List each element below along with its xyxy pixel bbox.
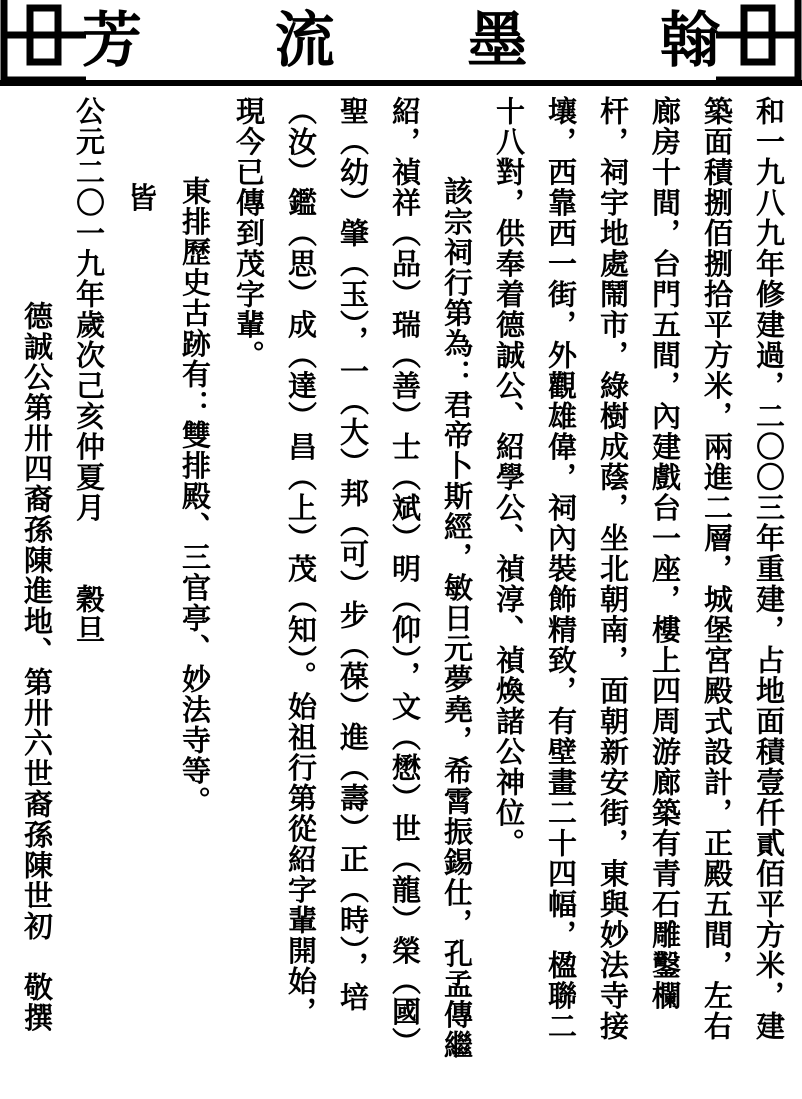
text-column-11: 現今已傳到茂字輩。	[232, 96, 266, 371]
text-column-3: 廊房十間，台門五間，內建戲台一座，樓上四周游廊築有青石雕鑿欄	[648, 96, 682, 1011]
authors-line: 德誠公第卅四裔孫陳進地、第卅六世裔孫陳世初 敬撰	[20, 301, 54, 1033]
title-char-2: 流	[274, 6, 335, 76]
text-column-1: 和一九八九年修建過，二〇〇三年重建，占地面積壹仟貳佰平方米，建	[752, 96, 786, 1042]
text-column-4: 杆，祠宇地處鬧市，綠樹成蔭，坐北朝南，面朝新安街，東與妙法寺接	[596, 96, 630, 1042]
text-column-5: 壤，西靠西一街，外觀雄偉，祠內裝飾精致，有壁畫二十四幅，楹聯二	[544, 96, 578, 1042]
text-column-10: （汝）鑑（思）成（達）昌（上）茂（知）。始祖行第從紹字輩開始，	[284, 96, 318, 1027]
text-column-12: 東排歷史古跡有：雙排殿、三官亭、妙法寺等。	[178, 176, 212, 817]
header-banner	[0, 0, 802, 86]
text-column-9: 聖（幼）肇（玉），一（大）邦（可）步（葆）進（壽）正（時），培	[336, 96, 370, 1013]
banner-title	[60, 2, 742, 80]
text-column-13: 皆	[124, 152, 158, 213]
date-line: 公元二〇一九年歲次己亥仲夏月 穀旦	[72, 96, 106, 645]
title-char-3: 墨	[467, 6, 528, 76]
inscription-body	[14, 96, 790, 1092]
text-column-2: 築面積捌佰捌拾平方米，兩進二層，城堡宮殿式設計，正殿五間，左右	[700, 96, 734, 1042]
lattice-corner-ornament-icon	[716, 0, 802, 86]
text-column-6: 十八對，供奉着德誠公、紹學公、禎淳、禎煥諸公神位。	[492, 96, 526, 859]
title-char-4: 翰	[659, 6, 720, 76]
text-column-8: 紹，禎祥（品）瑞（善）士（斌）明（仰），文（懋）世（龍）榮（國）	[388, 96, 422, 1058]
title-char-1: 芳	[82, 6, 142, 76]
text-column-7: 該宗祠行第為：君帝卜斯經，敏日元夢堯，希霄振錫仕，孔孟傳繼	[440, 176, 474, 1061]
